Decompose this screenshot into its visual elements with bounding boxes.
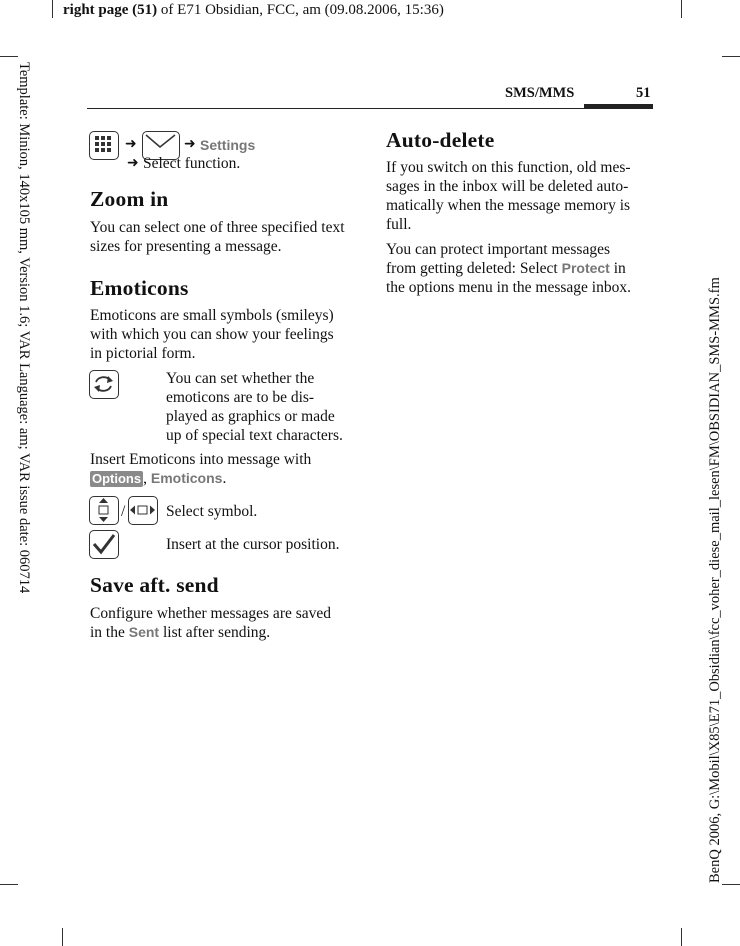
toggle-desc-line: You can set whether the xyxy=(166,370,315,387)
auto-delete-line: sages in the inbox will be deleted auto- xyxy=(386,178,629,195)
nav-up-down-icon xyxy=(89,496,119,525)
options-softkey: Options xyxy=(92,471,142,486)
save-text-post: list after sending. xyxy=(159,624,271,641)
crop-mark xyxy=(52,0,53,18)
menu-settings: Settings xyxy=(200,137,256,153)
save-after-send-heading: Save aft. send xyxy=(90,573,219,597)
toggle-refresh-icon xyxy=(89,370,119,399)
auto-delete-line: matically when the message memory is xyxy=(386,197,631,214)
emoticons-text-line: Emoticons are small symbols (smileys) xyxy=(90,307,334,324)
comma: , xyxy=(143,470,147,487)
crop-mark xyxy=(681,0,682,18)
save-text-line: Configure whether messages are saved xyxy=(90,605,332,622)
protect-pre: from getting deleted: Select xyxy=(386,260,562,277)
nav-left-right-icon xyxy=(128,496,158,525)
insert-emoticons-menu-path xyxy=(90,469,226,488)
menu-grid-icon xyxy=(89,131,119,160)
crop-mark xyxy=(722,884,740,885)
save-text-pre: in the xyxy=(90,624,129,641)
checkmark-icon xyxy=(89,530,119,559)
arrow-right-icon: ➜ xyxy=(125,136,137,152)
select-symbol-text: Select symbol. xyxy=(166,503,258,520)
print-header xyxy=(63,2,444,19)
print-header-bold: right page (51) xyxy=(63,2,158,18)
insert-cursor-text: Insert at the cursor position. xyxy=(166,536,340,553)
emoticons-heading: Emoticons xyxy=(90,276,189,300)
zoom-text-line: sizes for presenting a message. xyxy=(90,238,282,255)
slash-separator: / xyxy=(121,503,126,520)
select-function-text: Select function. xyxy=(143,155,241,172)
section-title: SMS/MMS xyxy=(505,85,575,101)
menu-emoticons: Emoticons xyxy=(150,470,223,486)
toggle-desc-line: up of special text characters. xyxy=(166,427,343,444)
margin-template-info: Template: Minion, 140x105 mm, Version 1.6; VAR Language: am; VAR issue date: 060714 xyxy=(16,62,32,594)
menu-protect: Protect xyxy=(561,260,610,276)
emoticons-text-line: in pictorial form. xyxy=(90,345,196,362)
margin-file-path: BenQ 2006, G:\Mobil\X85\E71_Obsidian\fcc_voher_diese_mail_lesen\FM\OBSIDIAN_SMS-MMS.fm xyxy=(707,277,723,883)
emoticons-text-line: with which you can show your feelings xyxy=(90,326,334,343)
toggle-desc-line: played as graphics or made xyxy=(166,408,335,425)
auto-delete-line: If you switch on this function, old mes- xyxy=(386,159,631,176)
crop-mark xyxy=(681,928,682,946)
crop-mark xyxy=(0,884,18,885)
auto-delete-line xyxy=(386,259,626,278)
zoom-heading: Zoom in xyxy=(90,187,169,211)
crop-mark xyxy=(722,56,740,57)
menu-sent: Sent xyxy=(128,624,160,640)
print-header-rest: of E71 Obsidian, FCC, am (09.08.2006, 15:36) xyxy=(157,2,444,18)
save-text-line xyxy=(90,623,270,642)
crop-mark xyxy=(62,928,63,946)
zoom-text-line: You can select one of three specified text xyxy=(90,219,345,236)
insert-emoticons-text: Insert Emoticons into message with xyxy=(90,451,312,468)
arrow-right-icon: ➜ xyxy=(184,136,196,152)
auto-delete-heading: Auto-delete xyxy=(386,128,495,152)
crop-mark xyxy=(0,56,18,57)
period: . xyxy=(222,470,227,487)
toggle-desc-line: emoticons are to be dis- xyxy=(166,389,315,406)
arrow-right-icon: ➜ xyxy=(127,155,139,171)
auto-delete-line: full. xyxy=(386,216,412,233)
page-number: 51 xyxy=(636,85,651,101)
header-rule xyxy=(87,108,653,109)
auto-delete-line: the options menu in the message inbox. xyxy=(386,279,631,296)
header-tab-bar xyxy=(584,104,653,108)
protect-post: in xyxy=(609,260,626,277)
auto-delete-line: You can protect important messages xyxy=(386,241,610,258)
